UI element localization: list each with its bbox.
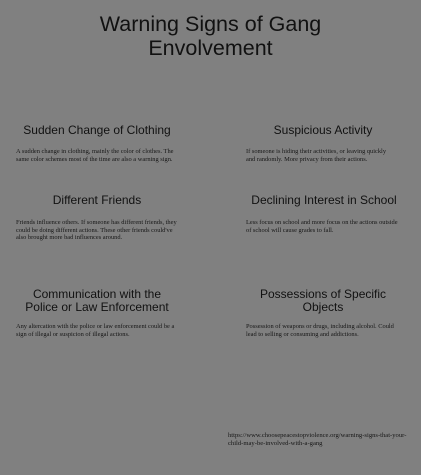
section-heading-school: Declining Interest in School [251,193,397,207]
section-body-police: Any altercation with the police or law enforcement could be a sign of illegal or suspicion of illegal actions. [16,323,175,338]
section-body-possessions: Possession of weapons or drugs, including alcohol. Could lead to selling or consuming and addictions. [246,323,394,338]
section-heading-police [10,288,184,314]
section-heading-police-line-1: Communication with the [32,287,162,301]
section-heading-possessions-line-1: Possessions of Specific [259,287,387,301]
section-suspicious-activity [238,124,408,163]
section-clothing [12,124,182,163]
section-heading-possessions [238,288,408,314]
section-friends [12,194,182,242]
section-school [234,194,414,234]
section-heading-clothing: Sudden Change of Clothing [23,123,171,137]
section-heading-friends: Different Friends [52,193,142,207]
section-heading-suspicious-activity: Suspicious Activity [273,123,373,137]
section-possessions [238,288,408,338]
section-police [10,288,184,338]
section-body-friends: Friends influence others. If someone has different friends, they could be doing different actions. These other friends could've also brought more bad influences around. [16,219,177,242]
section-body-school: Less focus on school and more focus on the actions outside of school will cause grades to fall. [246,219,398,234]
page-title-line-2: Envolvement [148,36,273,60]
page-title-line-1: Warning Signs of Gang [99,12,322,36]
source-url: https://www.choosepeacestopviolence.org/warning-signs-that-your-child-may-be-involved-with-a-gang [228,432,407,447]
section-heading-possessions-line-2: Objects [302,300,344,314]
section-body-clothing: A sudden change in clothing, mainly the color of clothes. The same color schemes most of the time are also a warning sign. [16,148,174,163]
section-body-suspicious-activity: If someone is hiding their activities, or leaving quickly and randomly. More privacy from their actions. [246,148,387,163]
section-heading-police-line-2: Police or Law Enforcement [25,300,169,314]
page-title [0,12,421,60]
